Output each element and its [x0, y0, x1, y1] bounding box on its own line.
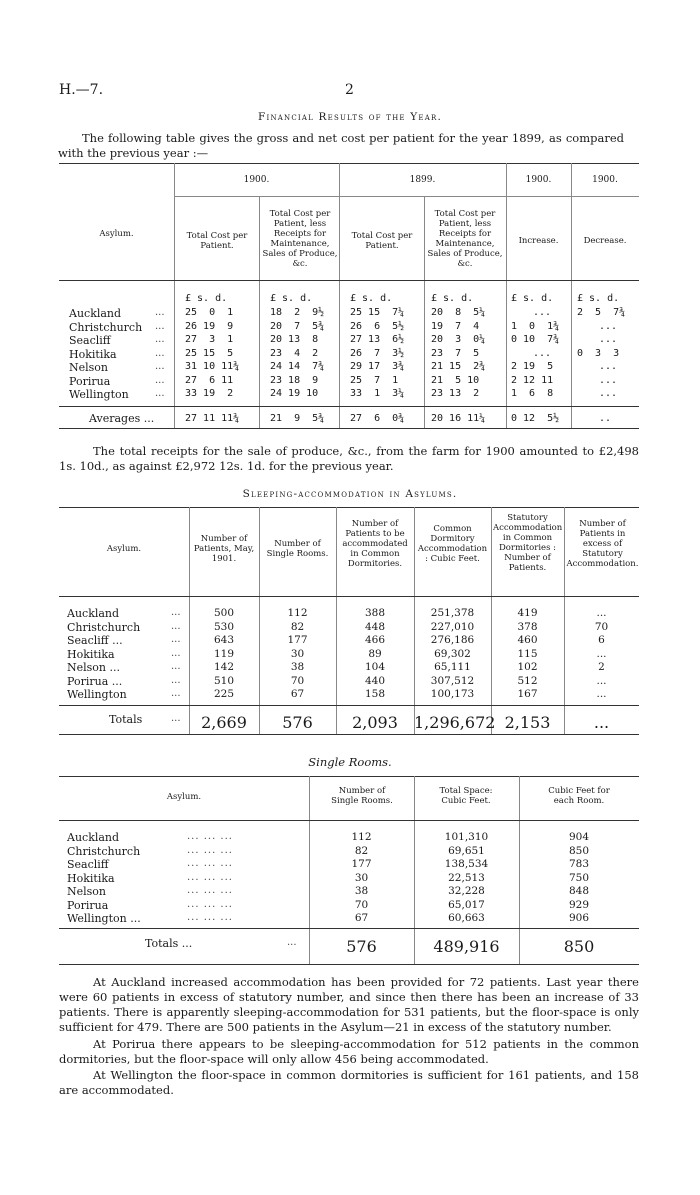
sl-col-patients: Number of Patients, May, 1901. [193, 534, 255, 564]
sr-col-rooms: Number of Single Rooms. [331, 786, 393, 806]
col-decrease: Decrease. [583, 236, 627, 246]
financial-title: Financial Results of the Year. [258, 111, 442, 123]
sleeping-row: Nelson ... ... 142 38 104 65,111 102 2 [67, 661, 605, 674]
sleeping-row: Auckland ... 500 112 388 251,378 419 ... [67, 607, 607, 620]
financial-row: Seacliff ... 27 3 1 20 13 8 27 13 6½ 20 3 0¼ 0 10 7¾ ... [69, 334, 618, 347]
note-porirua: At Porirua there appears to be sleeping-accommodation for 512 patients in the common dormitories, but the floor-space will only allow 456 being accommodated. [59, 1037, 639, 1066]
sleeping-row: Porirua ... ... 510 70 440 307,512 512 ... [67, 674, 607, 688]
note-auckland: At Auckland increased accommodation has been provided for 72 patients. Last year there were 60 patients in excess of statutory number, and since then there has been an increase of 33 patients. There is apparently sleeping-accommodation for 531 patients, but the floor-space is only sufficient for 479. There are 500 patients in the Asylum—21 in excess of the statutory number. [59, 975, 639, 1034]
single-row: Christchurch ... ... ... 82 69,651 850 [67, 844, 590, 858]
single-row: Nelson ... ... ... 38 32,228 848 [67, 885, 590, 898]
single-title: Single Rooms. [308, 755, 392, 769]
units-6: £ s. d. [577, 293, 620, 304]
sl-col-excess: Number of Patients in excess of Statutory Accommodation. [566, 519, 639, 569]
sleeping-title: Sleeping-accommodation in Asylums. [242, 488, 458, 500]
year-1900-a: 1900. [243, 175, 270, 185]
sleeping-row: Seacliff ... ... 643 177 466 276,186 460 6 [67, 634, 605, 647]
sl-col-asylum: Asylum. [106, 544, 142, 554]
single-row: Hokitika ... ... ... 30 22,513 750 [67, 871, 590, 885]
financial-row: Wellington ... 33 19 2 24 19 10 33 1 3¼ 23 13 2 1 6 8 ... [69, 388, 618, 401]
units-5: £ s. d. [511, 293, 554, 304]
col-net-cost-1899: Total Cost per Patient, less Receipts for Maintenance, Sales of Produce, &c. [427, 209, 503, 269]
single-row: Wellington ... ... ... ... 67 60,663 906 [67, 912, 590, 925]
sl-col-statutory: Statutory Accommodation in Common Dormitories : Number of Patients. [493, 513, 563, 573]
year-1899: 1899. [409, 175, 436, 185]
financial-table: 1900. 1899. 1900. 1900. Asylum. Total Cost per Patient. Total Cost per Patient, less Receipts for Maintenance, Sales of Produce, &c. Total Cost per Patient. Total Cost per Patient, less Receipts for Maintenance, Sales of Produce, &c. Increase. Decrease. £ s. d. £ s. d. £ s. d. £ s. d. £ s. d. £ s. d. Auckland ... 25 0 1 18 2 9½ 25 15 7¼ 20 8 5¼ ... 2 5 7¾ Christchurch ... 26 19 9 20 7 5¾ 26 6 5½ 19 7 4 1 0 1¾ ... Seacliff ... 27 3 1 20 13 8 27 13 6½ 20 3 0¼ 0 10 7¾ ... Hokitika ... 25 15 5 23 4 2 26 7 3½ 23 7 5 ... 0 3 3 Nelson ... 31 10 11¾ 24 14 7¾ 29 17 3¾ 21 15 2¾ 2 19 5 ... Porirua ... 27 6 11 23 18 9 25 7 1 21 5 10 2 12 11 ... Wellington ... 33 19 2 24 19 10 33 1 3¼ 23 13 2 1 6 8 ... Averages ... 27 11 11¾ 21 9 5¾ 27 6 0¾ 20 16 11¼ 0 12 5½ .. [59, 163, 639, 433]
header-ref: H.—7. [59, 82, 104, 98]
financial-row: Hokitika ... 25 15 5 23 4 2 26 7 3½ 23 7 5 ... 0 3 3 [69, 347, 620, 361]
note-wellington: At Wellington the floor-space in common dormitories is sufficient for 161 patients, and 158 are accommodated. [59, 1068, 639, 1097]
sleeping-row: Wellington ... 225 67 158 100,173 167 ... [67, 688, 607, 701]
year-1900-d: 1900. [592, 175, 618, 185]
sleeping-table: Asylum. Number of Patients, May, 1901. Number of Single Rooms. Number of Patients to be accommodated in Common Dormitories. Common Dormitory Accommodation : Cubic Feet. Statutory Accommodation in Common Dormitories : Number of Patients. Number of Patients in excess of Statutory Accommodation. Auckland ... 500 112 388 251,378 419 ... Christchurch ... 530 82 448 227,010 378 70 Seacliff ... ... 643 177 466 276,186 460 6 Hokitika ... 119 30 89 69,302 115 ... Nelson ... ... 142 38 104 65,111 102 2 Porirua ... ... 510 70 440 307,512 512 ... Wellington ... 225 67 158 100,173 167 ... Totals ... 2,669 576 2,093 1,296,672 2,153 ... [59, 507, 639, 737]
receipts-paragraph: The total receipts for the sale of produce, &c., from the farm for 1900 amounted to £2,498 1s. 10d., as against £2,972 12s. 1d. for the previous year. [59, 444, 639, 473]
page-number: 2 [345, 82, 354, 98]
sl-col-common: Number of Patients to be accommodated in Common Dormitories. [342, 519, 408, 569]
single-row: Auckland ... ... ... 112 101,310 904 [67, 831, 590, 844]
single-table: Asylum. Number of Single Rooms. Total Space: Cubic Feet. Cubic Feet for each Room. Auckland ... ... ... 112 101,310 904 Christchurch ... ... ... 82 69,651 850 Seacliff ... ... ... 177 138,534 783 Hokitika ... ... ... 30 22,513 750 Nelson ... ... ... 38 32,228 848 Porirua ... ... ... 70 65,017 929 Wellington ... ... ... ... 67 60,663 906 Totals ... ... 576 489,916 850 [59, 776, 639, 966]
col-total-cost-1900: Total Cost per Patient. [186, 231, 248, 251]
units-2: £ s. d. [270, 293, 313, 304]
col-asylum: Asylum. [99, 229, 134, 239]
sl-col-cubic: Common Dormitory Accommodation : Cubic Feet. [417, 524, 488, 564]
units-3: £ s. d. [350, 293, 393, 304]
financial-row: Nelson ... 31 10 11¾ 24 14 7¾ 29 17 3¾ 21 15 2¾ 2 19 5 ... [69, 361, 618, 374]
financial-intro: The following table gives the gross and net cost per patient for the year 1899, as compared with the previous year :— [58, 131, 624, 160]
single-row: Porirua ... ... ... 70 65,017 929 [67, 898, 590, 912]
sr-col-asylum: Asylum. [166, 792, 202, 802]
year-1900-c: 1900. [525, 175, 552, 185]
sl-col-single: Number of Single Rooms. [266, 539, 329, 559]
sleeping-row: Christchurch ... 530 82 448 227,010 378 70 [67, 620, 609, 634]
sleeping-row: Hokitika ... 119 30 89 69,302 115 ... [67, 647, 607, 661]
sr-col-space: Total Space: Cubic Feet. [439, 786, 493, 806]
financial-row: Porirua ... 27 6 11 23 18 9 25 7 1 21 5 10 2 12 11 ... [69, 374, 618, 388]
col-net-cost-1900: Total Cost per Patient, less Receipts for Maintenance, Sales of Produce, &c. [262, 209, 338, 269]
units-1: £ s. d. [185, 293, 228, 304]
units-4: £ s. d. [431, 293, 474, 304]
col-total-cost-1899: Total Cost per Patient. [351, 231, 413, 251]
sr-col-cubic: Cubic Feet for each Room. [548, 786, 610, 806]
financial-row: Christchurch ... 26 19 9 20 7 5¾ 26 6 5½ 19 7 4 1 0 1¾ ... [69, 320, 618, 334]
col-increase: Increase. [518, 236, 559, 246]
financial-row: Auckland ... 25 0 1 18 2 9½ 25 15 7¼ 20 8 5¼ ... 2 5 7¾ [69, 307, 626, 320]
single-row: Seacliff ... ... ... 177 138,534 783 [67, 858, 590, 871]
